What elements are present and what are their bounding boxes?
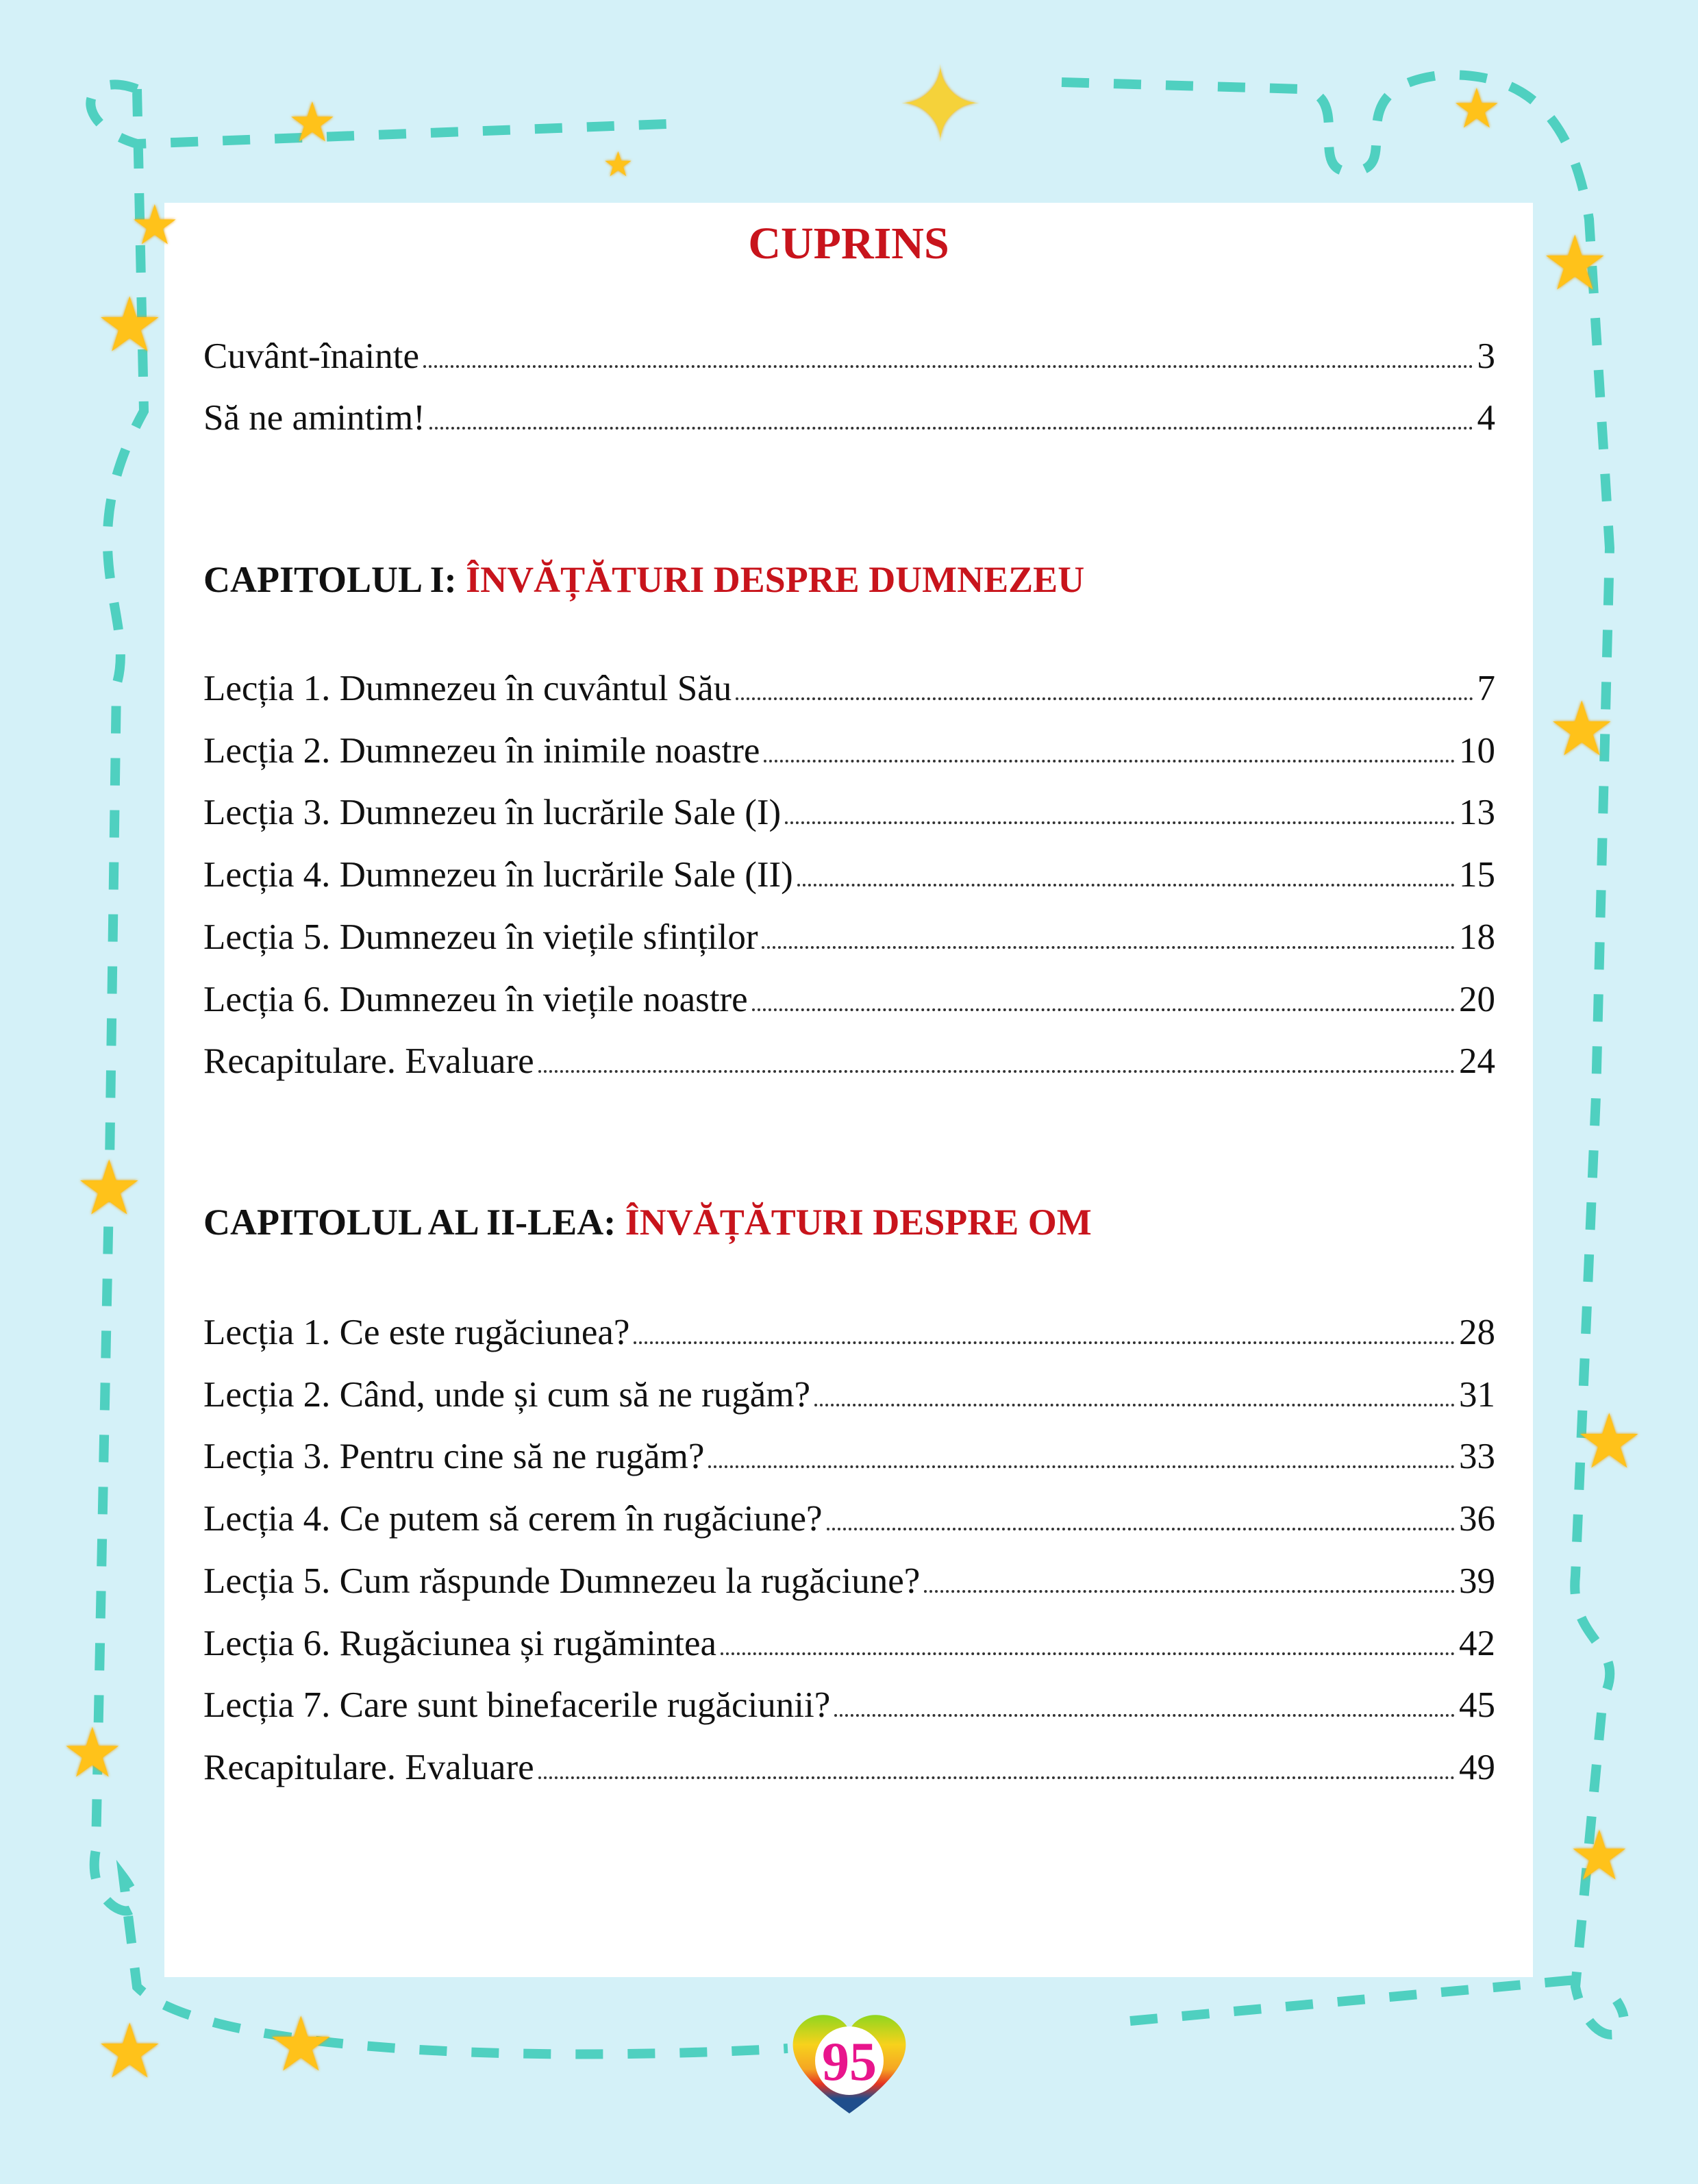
star-icon: ★: [1541, 222, 1609, 306]
leader-dots: [429, 427, 1473, 430]
toc-entry[interactable]: [203, 1561, 1495, 1609]
entry-page: 13: [1459, 793, 1495, 833]
entry-page: 7: [1477, 669, 1495, 708]
entry-label: Lecția 5. Dumnezeu în viețile sfinților: [203, 917, 758, 957]
toc-entry[interactable]: [203, 917, 1495, 965]
entry-label: Lecția 2. Când, unde și cum să ne rugăm?: [203, 1374, 810, 1415]
toc-entry[interactable]: [203, 792, 1495, 840]
toc-entry[interactable]: [203, 1685, 1495, 1733]
star-icon: ★: [96, 2010, 164, 2094]
leader-dots: [752, 1008, 1455, 1011]
star-icon: ★: [1452, 79, 1501, 140]
chapter-name: ÎNVĂȚĂTURI DESPRE OM: [625, 1202, 1092, 1243]
leader-dots: [736, 697, 1473, 700]
page-number: 95: [822, 2032, 877, 2092]
leader-dots: [834, 1714, 1455, 1717]
leader-dots: [634, 1341, 1455, 1344]
entry-label: Lecția 5. Cum răspunde Dumnezeu la rugăciune?: [203, 1561, 921, 1601]
leader-dots: [762, 946, 1455, 949]
leader-dots: [924, 1590, 1455, 1593]
entry-page: 49: [1459, 1747, 1495, 1787]
star-icon: ★: [1575, 1400, 1643, 1484]
leader-dots: [423, 365, 1473, 368]
entry-label: Recapitulare. Evaluare: [203, 1747, 534, 1787]
chapter-heading: [203, 1201, 1092, 1243]
entry-label: Lecția 3. Dumnezeu în lucrările Sale (I): [203, 793, 782, 833]
entry-label: Lecția 1. Ce este rugăciunea?: [203, 1313, 630, 1352]
toc-entry[interactable]: [203, 1623, 1495, 1671]
entry-page: 45: [1459, 1685, 1495, 1726]
entry-page: 36: [1459, 1499, 1495, 1539]
entry-page: 15: [1459, 855, 1495, 895]
star-icon: ★: [75, 1147, 143, 1230]
toc-entry[interactable]: [203, 730, 1495, 778]
star-icon: ★: [603, 145, 634, 184]
entry-label: Lecția 7. Care sunt binefacerile rugăciunii?: [203, 1685, 831, 1726]
entry-page: 18: [1459, 917, 1495, 957]
star-icon: ✦: [897, 49, 984, 163]
entry-label: Lecția 2. Dumnezeu în inimile noastre: [203, 730, 760, 771]
entry-label: Să ne amintim!: [203, 398, 425, 438]
leader-dots: [721, 1652, 1455, 1655]
entry-page: 39: [1459, 1561, 1495, 1601]
star-icon: ★: [1569, 1818, 1630, 1894]
toc-entry[interactable]: [203, 1498, 1495, 1546]
star-icon: ★: [130, 196, 179, 256]
entry-label: Recapitulare. Evaluare: [203, 1041, 534, 1082]
star-icon: ★: [267, 2003, 335, 2087]
leader-dots: [708, 1465, 1455, 1468]
entry-page: 4: [1477, 398, 1495, 438]
leader-dots: [827, 1528, 1455, 1530]
toc-entry[interactable]: [203, 668, 1495, 716]
entry-page: 28: [1459, 1313, 1495, 1352]
toc-entry[interactable]: [203, 336, 1495, 384]
chapter-heading: [203, 558, 1084, 601]
leader-dots: [797, 884, 1455, 886]
chapter-prefix: CAPITOLUL AL II-LEA:: [203, 1202, 625, 1243]
toc-entry[interactable]: [203, 1041, 1495, 1089]
entry-label: Lecția 4. Ce putem să cerem în rugăciune?: [203, 1499, 823, 1539]
entry-page: 24: [1459, 1041, 1495, 1082]
entry-label: Lecția 1. Dumnezeu în cuvântul Său: [203, 669, 732, 708]
entry-page: 31: [1459, 1374, 1495, 1415]
entry-label: Cuvânt-înainte: [203, 336, 419, 376]
entry-page: 20: [1459, 979, 1495, 1019]
entry-page: 42: [1459, 1623, 1495, 1663]
toc-entry[interactable]: [203, 1312, 1495, 1360]
leader-dots: [785, 821, 1455, 824]
leader-dots: [814, 1404, 1455, 1406]
entry-label: Lecția 6. Rugăciunea și rugămintea: [203, 1623, 717, 1663]
star-icon: ★: [96, 284, 164, 367]
toc-entry[interactable]: [203, 854, 1495, 902]
entry-label: Lecția 4. Dumnezeu în lucrările Sale (II): [203, 855, 793, 895]
toc-entry[interactable]: [203, 1374, 1495, 1422]
star-icon: ★: [62, 1715, 123, 1791]
star-icon: ★: [288, 93, 337, 153]
toc-entry[interactable]: [203, 1436, 1495, 1484]
leader-dots: [538, 1776, 1455, 1779]
entry-label: Lecția 6. Dumnezeu în viețile noastre: [203, 979, 748, 1019]
entry-page: 33: [1459, 1437, 1495, 1477]
toc-entry[interactable]: [203, 397, 1495, 445]
entry-label: Lecția 3. Pentru cine să ne rugăm?: [203, 1437, 705, 1477]
leader-dots: [764, 760, 1455, 762]
entry-page: 10: [1459, 730, 1495, 771]
star-icon: ★: [1548, 688, 1616, 771]
entry-page: 3: [1477, 336, 1495, 376]
chapter-name: ÎNVĂȚĂTURI DESPRE DUMNEZEU: [466, 559, 1085, 600]
chapter-prefix: CAPITOLUL I:: [203, 559, 466, 600]
leader-dots: [538, 1070, 1455, 1073]
page-title: CUPRINS: [748, 219, 949, 269]
toc-entry[interactable]: [203, 979, 1495, 1027]
toc-entry[interactable]: [203, 1747, 1495, 1795]
